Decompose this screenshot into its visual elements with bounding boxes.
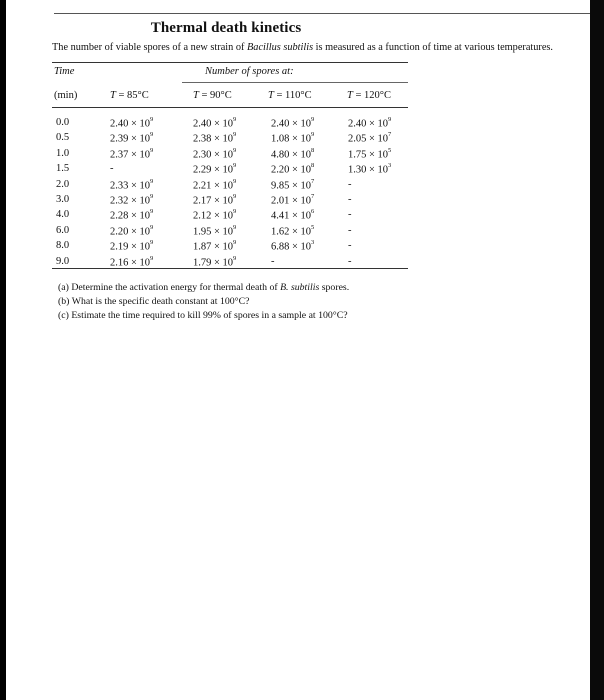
- spore-count-cell: $2.21 \times 10^9$: [193, 177, 237, 192]
- spore-count-cell: $2.28 \times 10^9$: [110, 208, 154, 222]
- intro-organism: Bacillus subtilis: [247, 42, 314, 53]
- spore-count-cell: $2.40 \times 10^9$: [193, 116, 237, 130]
- spore-count-cell: $2.20 \times 10^8$: [271, 162, 315, 176]
- spores-header: Number of spores at:: [205, 66, 294, 77]
- spore-count-cell: $9.85 \times 10^7$: [271, 177, 315, 192]
- spore-count-cell: $2.16 \times 10^9$: [110, 254, 154, 269]
- table-top-rule: [52, 62, 408, 63]
- intro-text: [52, 42, 553, 53]
- dash-cell: -: [348, 255, 352, 267]
- spore-count-cell: $2.40 \times 10^9$: [110, 116, 154, 130]
- spore-count-cell: $2.20 \times 10^9$: [110, 223, 154, 238]
- spore-count-cell: $2.39 \times 10^9$: [110, 131, 154, 145]
- table-header-rule: [52, 107, 408, 108]
- spore-count-cell: $1.87 \times 10^9$: [193, 239, 237, 253]
- time-cell: 6.0: [56, 224, 70, 236]
- document-page: [6, 0, 590, 700]
- spore-count-cell: $2.33 \times 10^9$: [110, 177, 154, 192]
- question-a: (a) Determine the activation energy for thermal death of B. subtilis spores.: [58, 282, 350, 293]
- dash-cell: -: [348, 194, 352, 205]
- dash-cell: -: [110, 163, 114, 175]
- spore-count-cell: $2.40 \times 10^9$: [348, 116, 392, 130]
- time-cell: 2.0: [56, 178, 70, 190]
- temp-header-85: T = 85°C: [110, 90, 149, 101]
- dash-cell: -: [348, 178, 352, 190]
- time-cell: 4.0: [56, 209, 70, 221]
- temp-header-90: T = 90°C: [193, 90, 232, 101]
- spore-count-cell: $2.01 \times 10^7$: [271, 193, 315, 207]
- page-title: Thermal death kinetics: [150, 20, 302, 36]
- spores-subrule: [182, 82, 408, 83]
- spore-count-cell: $1.30 \times 10^3$: [348, 162, 392, 176]
- table-bottom-rule: [52, 268, 408, 269]
- dash-cell: -: [348, 209, 352, 221]
- question-list: [58, 281, 349, 323]
- spore-count-cell: $2.29 \times 10^9$: [193, 162, 237, 176]
- time-cell: 8.0: [56, 240, 70, 252]
- temp-header-110: T = 110°C: [268, 90, 312, 101]
- spore-count-cell: $2.37 \times 10^9$: [110, 146, 154, 161]
- spore-count-cell: $1.75 \times 10^5$: [348, 146, 392, 161]
- spore-count-cell: $1.95 \times 10^9$: [193, 223, 237, 238]
- spore-count-cell: $2.12 \times 10^9$: [193, 208, 237, 222]
- time-cell: 9.0: [56, 255, 70, 267]
- spore-count-cell: $2.32 \times 10^9$: [110, 193, 154, 207]
- spore-count-cell: $1.62 \times 10^5$: [271, 223, 315, 238]
- intro-before: The number of viable spores of a new strain of: [52, 42, 248, 53]
- dash-cell: -: [348, 224, 352, 236]
- spore-count-cell: $2.17 \times 10^9$: [193, 193, 237, 207]
- dash-cell: -: [271, 255, 275, 267]
- top-rule: [54, 13, 594, 14]
- spore-count-cell: $4.41 \times 10^6$: [271, 208, 315, 222]
- right-border: [590, 0, 604, 700]
- dash-cell: -: [348, 240, 352, 252]
- spore-count-cell: $2.05 \times 10^7$: [348, 131, 392, 145]
- spore-count-cell: $1.79 \times 10^9$: [193, 254, 237, 269]
- spore-count-cell: $4.80 \times 10^8$: [271, 146, 315, 161]
- spore-count-cell: $2.19 \times 10^9$: [110, 239, 154, 253]
- time-cell: 1.5: [56, 163, 70, 175]
- time-cell: 0.5: [56, 132, 70, 144]
- time-cell: 1.0: [56, 147, 70, 159]
- unit-header: (min): [54, 90, 78, 101]
- question-b: (b) What is the specific death constant at 100°C?: [58, 296, 250, 307]
- time-header: Time: [54, 66, 75, 77]
- spore-count-cell: $2.30 \times 10^9$: [193, 146, 237, 161]
- question-c: (c) Estimate the time required to kill 99% of spores in a sample at 100°C?: [58, 310, 348, 321]
- time-cell: 0.0: [56, 117, 70, 128]
- intro-after: is measured as a function of time at various temperatures.: [313, 42, 553, 53]
- time-cell: 3.0: [56, 194, 70, 205]
- spore-count-cell: $2.38 \times 10^9$: [193, 131, 237, 145]
- spore-count-cell: $2.40 \times 10^9$: [271, 116, 315, 130]
- spore-count-cell: $1.08 \times 10^9$: [271, 131, 315, 145]
- temp-header-120: T = 120°C: [347, 90, 391, 101]
- spore-count-cell: $6.88 \times 10^3$: [271, 239, 315, 253]
